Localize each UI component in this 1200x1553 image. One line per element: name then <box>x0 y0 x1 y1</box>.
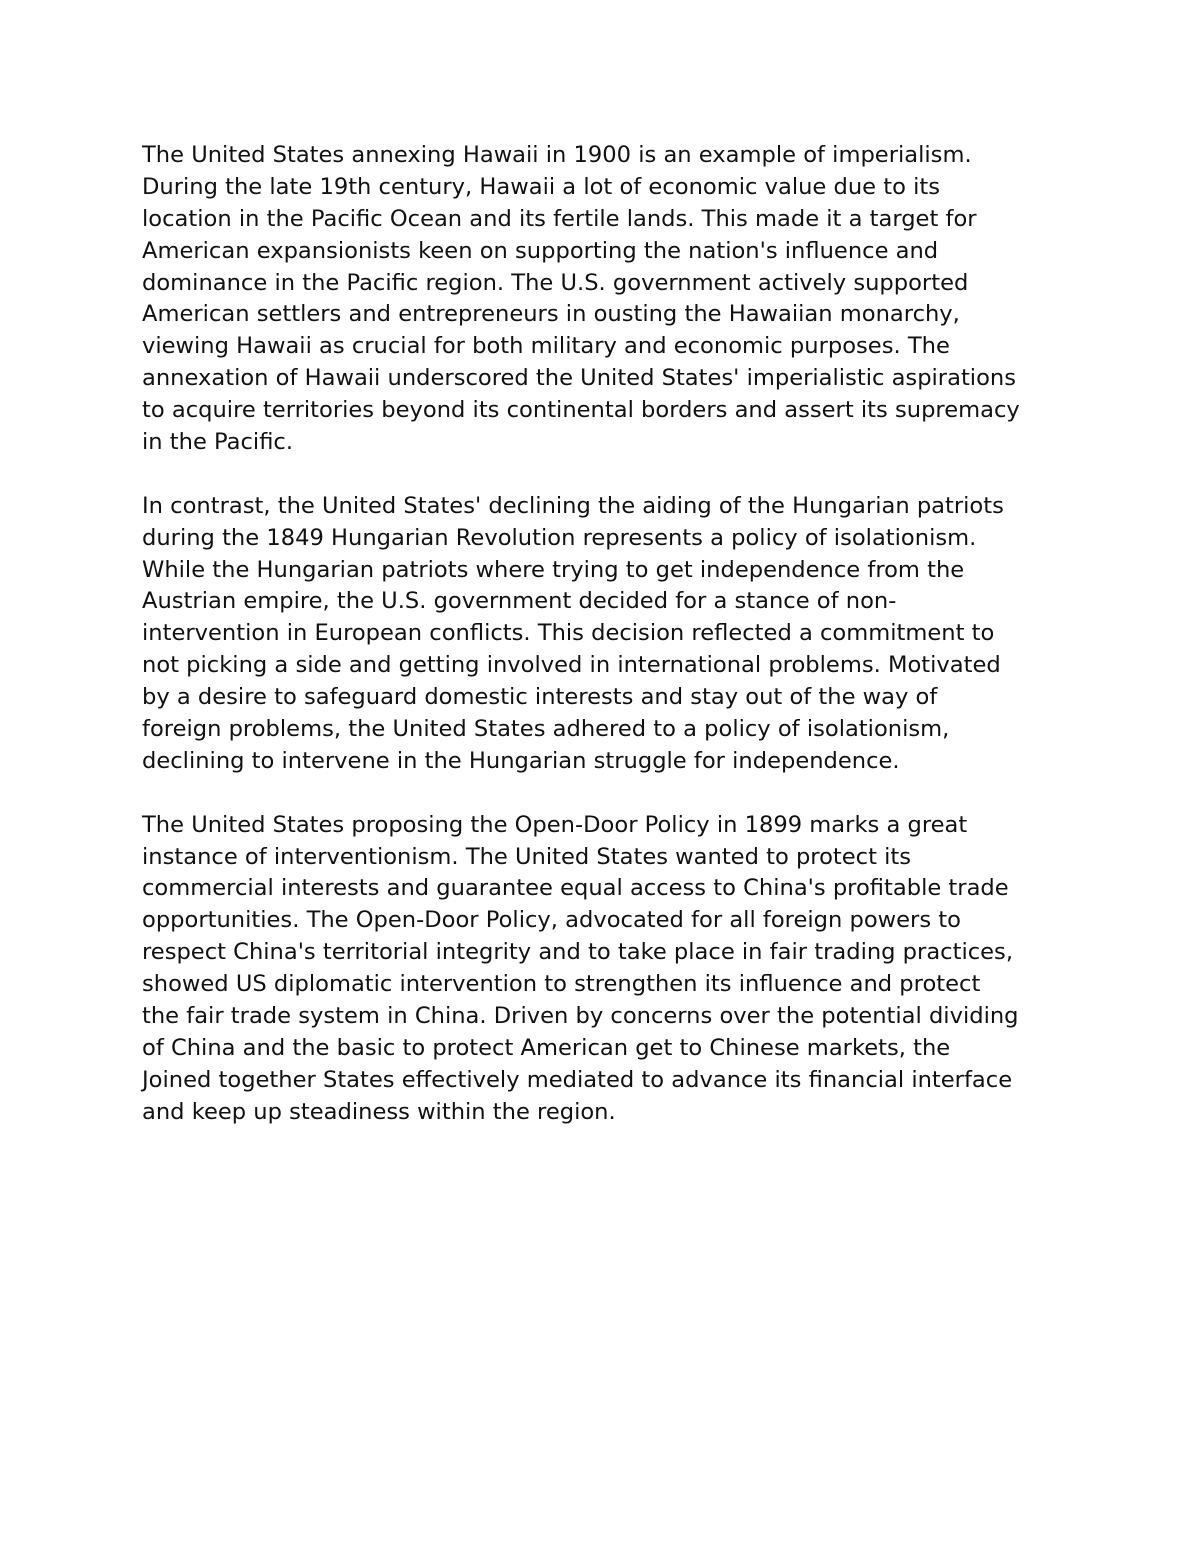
document-body <box>142 140 1072 1129</box>
text-line: showed US diplomatic intervention to strengthen its influence and protect <box>142 971 981 998</box>
text-line: foreign problems, the United States adhered to a policy of isolationism, <box>142 716 950 743</box>
text-line: viewing Hawaii as crucial for both military and economic purposes. The <box>142 333 950 360</box>
text-line: to acquire territories beyond its continental borders and assert its supremacy <box>142 397 1020 424</box>
paragraph-hawaii <box>142 140 1072 459</box>
text-line: and keep up steadiness within the region. <box>142 1098 616 1125</box>
text-line: opportunities. The Open-Door Policy, advocated for all foreign powers to <box>142 907 961 934</box>
text-line: Austrian empire, the U.S. government decided for a stance of non- <box>142 588 897 615</box>
text-line: by a desire to safeguard domestic interests and stay out of the way of <box>142 684 938 711</box>
text-line: Joined together States effectively mediated to advance its financial interface <box>142 1066 1013 1093</box>
text-line: In contrast, the United States' declining the aiding of the Hungarian patriots <box>142 492 1004 519</box>
text-line: The United States annexing Hawaii in 1900 is an example of imperialism. <box>142 142 972 168</box>
text-line: during the 1849 Hungarian Revolution represents a policy of isolationism. <box>142 524 977 551</box>
paragraph-spacer <box>142 459 1072 491</box>
text-line: location in the Pacific Ocean and its fertile lands. This made it a target for <box>142 205 977 232</box>
text-line: respect China's territorial integrity and to take place in fair trading practices, <box>142 939 1013 966</box>
paragraph-open-door <box>142 810 1072 1129</box>
paragraph-spacer <box>142 778 1072 810</box>
text-line: American expansionists keen on supporting the nation's influence and <box>142 237 939 264</box>
text-line: American settlers and entrepreneurs in ousting the Hawaiian monarchy, <box>142 301 960 328</box>
text-line: dominance in the Pacific region. The U.S. government actively supported <box>142 269 969 296</box>
text-line: in the Pacific. <box>142 429 294 456</box>
text-line: commercial interests and guarantee equal access to China's profitable trade <box>142 875 1009 902</box>
text-line: The United States proposing the Open-Door Policy in 1899 marks a great <box>142 811 968 838</box>
text-line: declining to intervene in the Hungarian struggle for independence. <box>142 747 900 774</box>
text-line: the fair trade system in China. Driven by concerns over the potential dividing <box>142 1003 1019 1030</box>
text-line: not picking a side and getting involved in international problems. Motivated <box>142 652 1001 679</box>
text-line: During the late 19th century, Hawaii a lot of economic value due to its <box>142 173 941 200</box>
text-line: annexation of Hawaii underscored the United States' imperialistic aspirations <box>142 365 1016 392</box>
text-line: instance of interventionism. The United States wanted to protect its <box>142 843 912 870</box>
text-line: While the Hungarian patriots where trying to get independence from the <box>142 556 965 583</box>
text-line: intervention in European conflicts. This decision reflected a commitment to <box>142 620 995 647</box>
text-line: of China and the basic to protect American get to Chinese markets, the <box>142 1034 951 1061</box>
paragraph-hungary <box>142 491 1072 778</box>
